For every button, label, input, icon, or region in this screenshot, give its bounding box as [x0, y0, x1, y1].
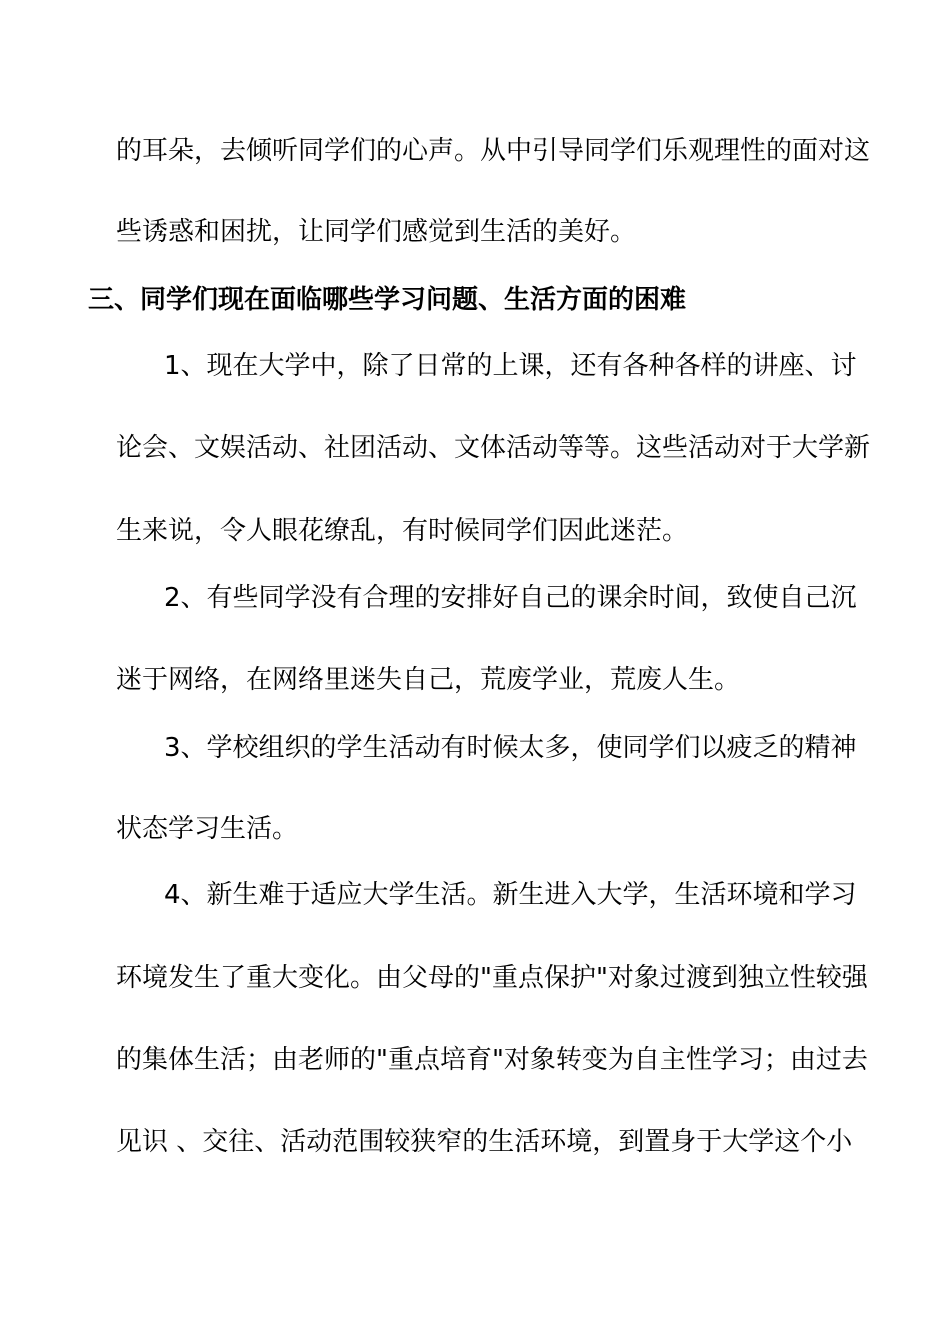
item-3-line-2: 状态学习生活。	[116, 814, 299, 844]
item-1-line-3: 生来说，令人眼花缭乱，有时候同学们因此迷茫。	[116, 516, 689, 546]
intro-line-2: 些诱惑和困扰，让同学们感觉到生活的美好。	[116, 217, 637, 247]
item-4-line-1: 4、新生难于适应大学生活。新生进入大学，生活环境和学习	[164, 880, 857, 910]
item-2-line-1: 2、有些同学没有合理的安排好自己的课余时间，致使自己沉	[164, 583, 857, 613]
item-2-line-2: 迷于网络，在网络里迷失自己，荒废学业，荒废人生。	[116, 665, 741, 695]
intro-line-1: 的耳朵，去倾听同学们的心声。从中引导同学们乐观理性的面对这	[116, 136, 871, 166]
item-4-line-4: 见识 、交往、活动范围较狭窄的生活环境，到置身于大学这个小	[116, 1127, 853, 1157]
item-4-line-3: 的集体生活；由老师的"重点培育"对象转变为自主性学习；由过去	[116, 1045, 868, 1075]
section-heading: 三、同学们现在面临哪些学习问题、生活方面的困难	[88, 285, 687, 315]
item-4-line-2: 环境发生了重大变化。由父母的"重点保护"对象过渡到独立性较强	[116, 963, 868, 993]
item-1-line-1: 1、现在大学中，除了日常的上课，还有各种各样的讲座、讨	[164, 351, 857, 381]
item-3-line-1: 3、学校组织的学生活动有时候太多，使同学们以疲乏的精神	[164, 733, 857, 763]
item-1-line-2: 论会、文娱活动、社团活动、文体活动等等。这些活动对于大学新	[116, 433, 871, 463]
